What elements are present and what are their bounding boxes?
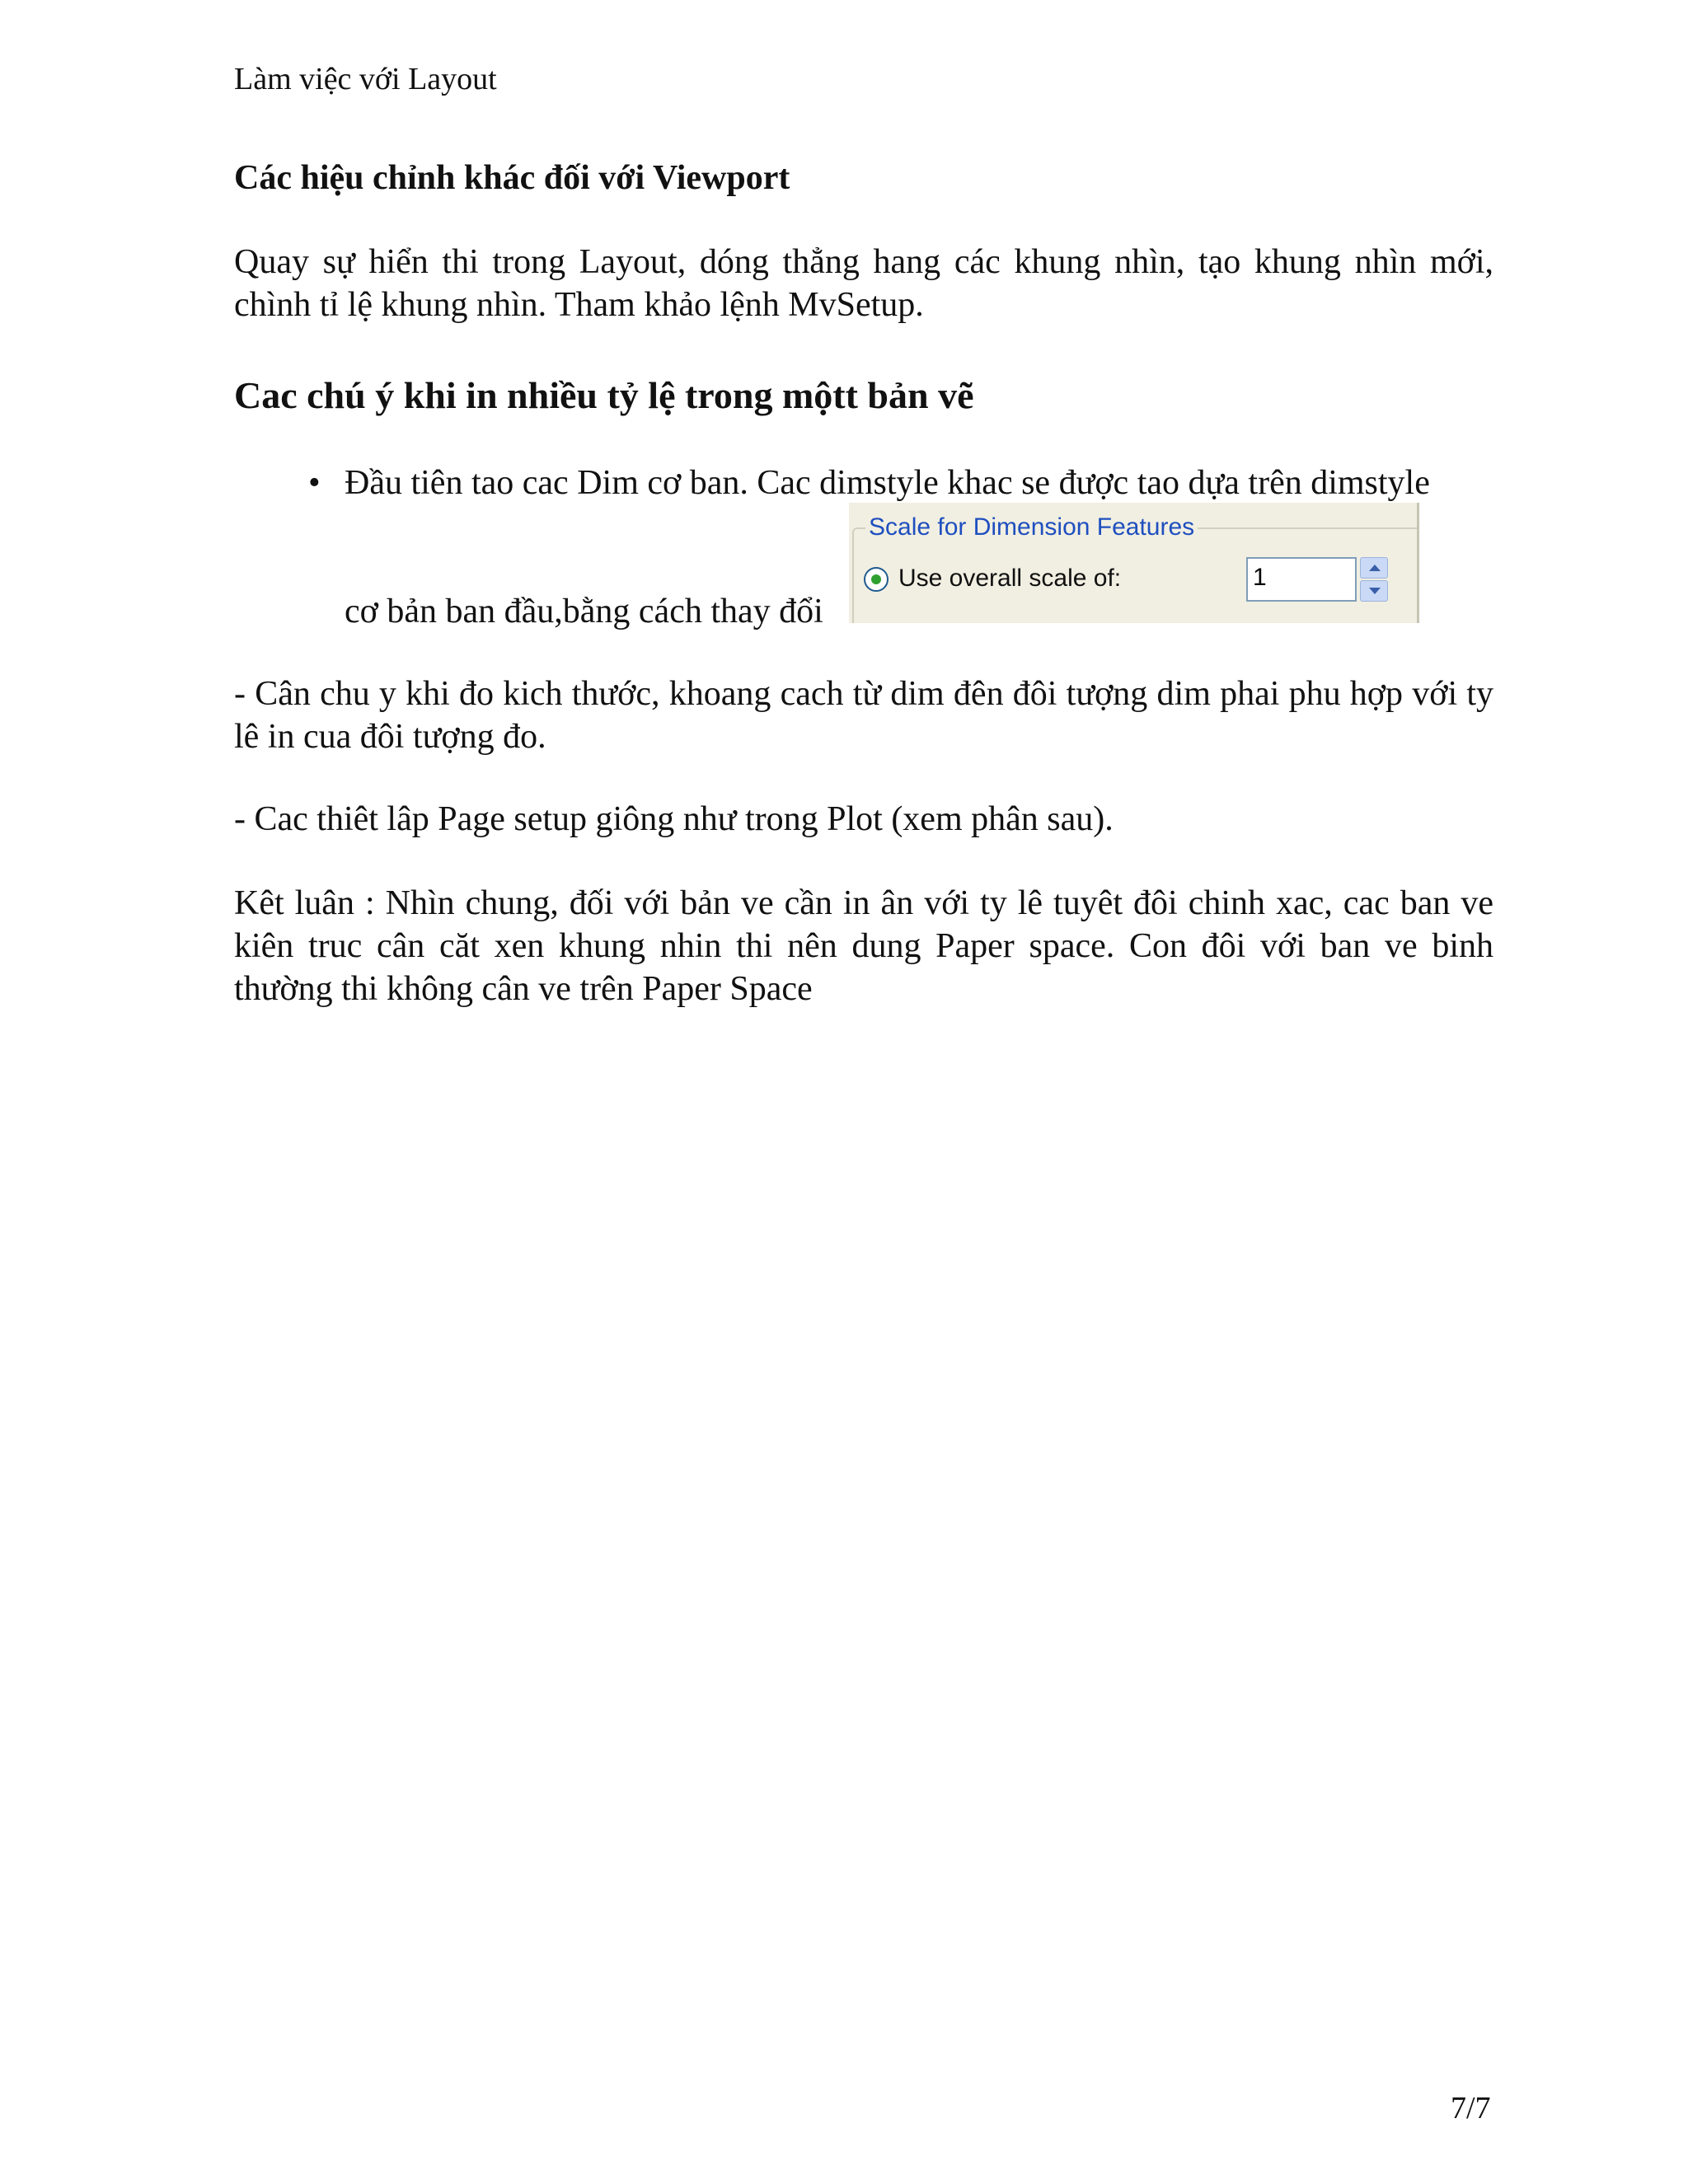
running-header: Làm việc với Layout (234, 62, 497, 96)
scale-value-input[interactable]: 1 (1246, 557, 1357, 602)
page-number: 7/7 (1451, 2091, 1491, 2125)
spinner-down-icon[interactable] (1360, 580, 1388, 602)
radio-selected-dot (871, 574, 881, 584)
radio-button-use-overall-scale[interactable] (864, 567, 889, 592)
paragraph-viewport-adjustments: Quay sự hiển thi trong Layout, dóng thẳng hang các khung nhìn, tạo khung nhìn mới, chình tỉ lệ khung nhìn. Tham khảo lệnh MvSetup. (234, 243, 1493, 324)
bullet-text-line1: Đầu tiên tao cac Dim cơ ban. Cac dimstyle khac se được tao dựa trên dimstyle (345, 464, 1430, 502)
groupbox-title: Scale for Dimension Features (865, 511, 1198, 544)
paragraph-conclusion: Kêt luân : Nhìn chung, đối với bản ve cần in ân với ty lê tuyêt đôi chinh xac, cac ban ve kiên truc cân căt xen khung nhin thi nên dung Paper space. Con đôi với ban ve binh thường thi không cân ve trên Paper Space (234, 884, 1493, 1008)
paragraph-page-setup-note: - Cac thiêt lâp Page setup giông như trong Plot (xem phân sau). (234, 800, 1114, 838)
section-heading-multiscale: Cac chú ý khi in nhiều tỷ lệ trong mộtt bản vẽ (234, 374, 974, 416)
bullet-marker: • (308, 464, 321, 502)
dialog-edge-margin (1419, 503, 1426, 623)
radio-label-use-overall-scale: Use overall scale of: (898, 565, 1122, 592)
paragraph-dimension-note: - Cân chu y khi đo kich thước, khoang cach từ dim đên đôi tượng dim phai phu hợp với ty lê in cua đôi tượng đo. (234, 675, 1493, 756)
section-heading-viewport: Các hiệu chỉnh khác đối với Viewport (234, 159, 790, 197)
bullet-text-line2: cơ bản ban đầu,bằng cách thay đổi (345, 593, 823, 630)
spinner-up-icon[interactable] (1360, 557, 1388, 579)
scale-spinner[interactable] (1360, 557, 1388, 602)
dialog-screenshot-scale (849, 503, 1426, 623)
